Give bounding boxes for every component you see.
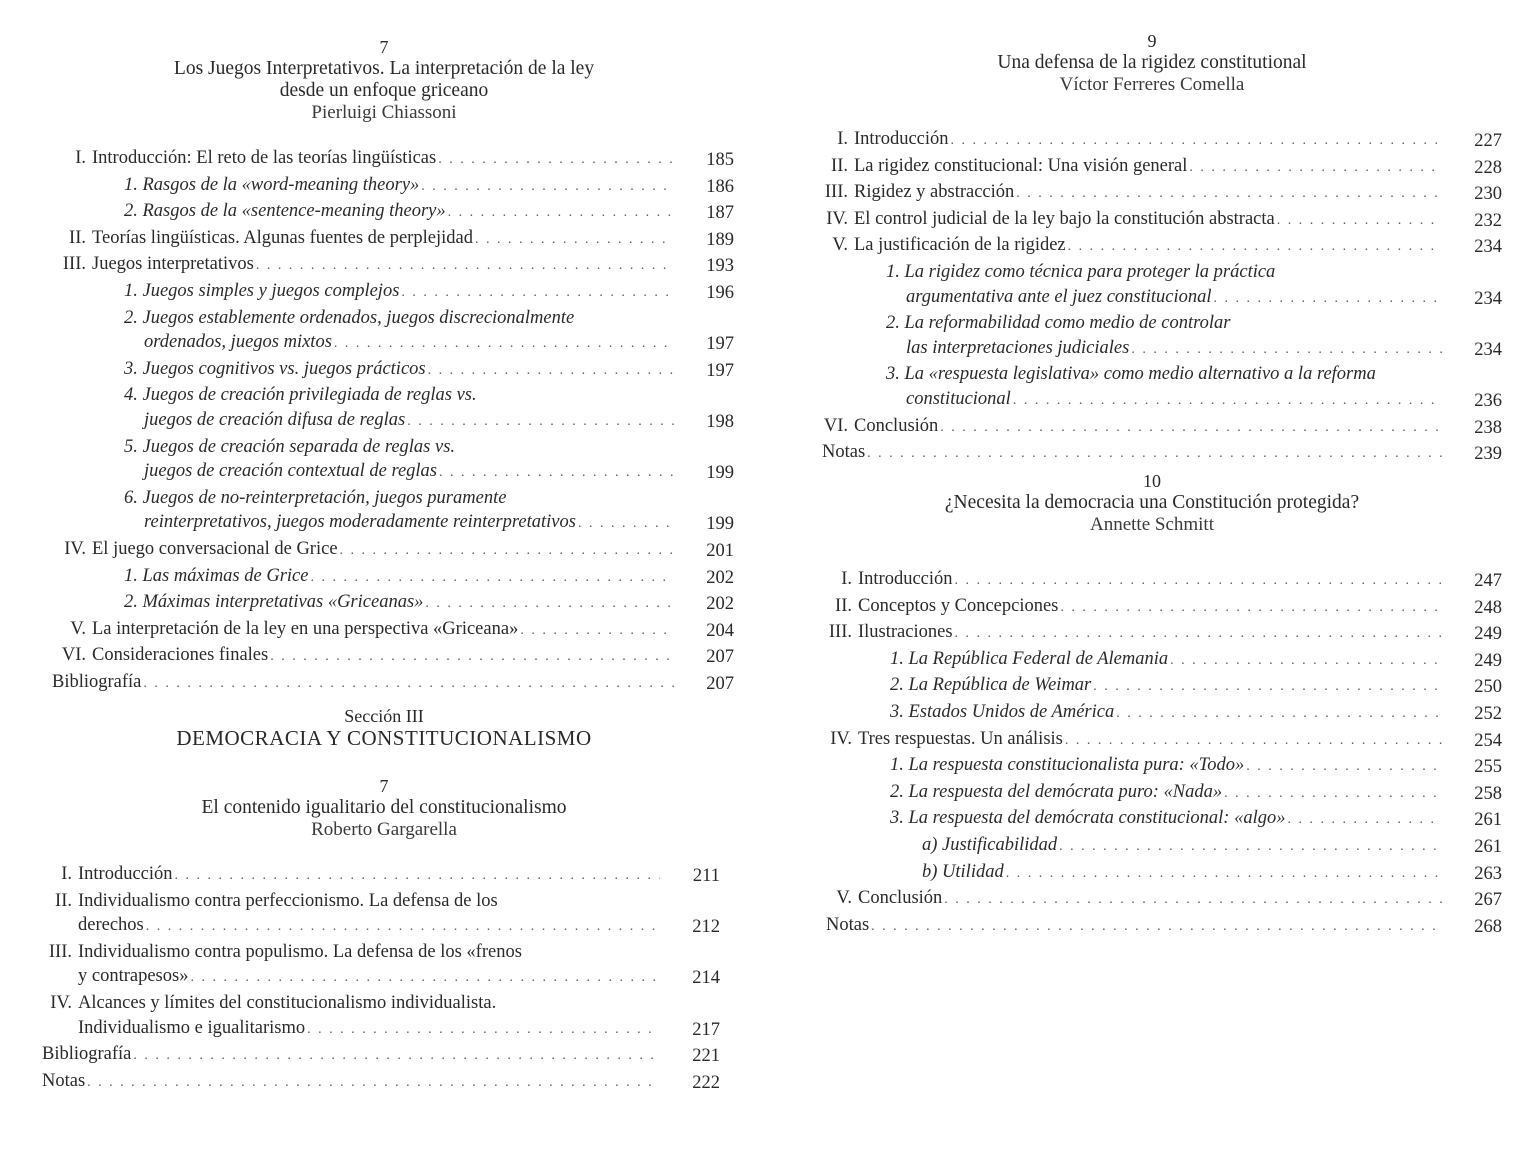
- chapter-author: Víctor Ferreres Comella: [1059, 74, 1245, 95]
- toc-entry-page: 261: [1474, 836, 1502, 857]
- toc-entry-page: 227: [1474, 131, 1502, 151]
- toc-entry: [42, 889, 720, 940]
- toc-entry-page: 187: [706, 203, 734, 224]
- toc-entry-title: La interpretación de la ley en una perspectiva «Griceana»: [92, 618, 519, 639]
- dot-leader: [190, 966, 660, 991]
- toc-entry: [52, 199, 734, 226]
- toc-entry: [826, 727, 1502, 754]
- toc-entry: [826, 700, 1502, 727]
- toc-entry-title: Juegos interpretativos: [92, 254, 254, 275]
- toc-entry-title: 4. Juegos de creación privilegiada de reglas vs.: [124, 385, 477, 406]
- toc-entry: [42, 862, 720, 889]
- toc-entry-title: Individualismo contra populismo. La defensa de los «frenos: [78, 941, 522, 962]
- dot-leader: [175, 864, 660, 889]
- toc-entry-title: 6. Juegos de no-reinterpretación, juegos puramente: [124, 487, 507, 508]
- toc-entry-title: Consideraciones finales: [92, 645, 269, 666]
- dot-leader: [407, 410, 674, 435]
- toc-entry-numeral: I.: [841, 569, 852, 589]
- dot-leader: [1246, 755, 1442, 780]
- dot-leader: [1224, 782, 1442, 807]
- toc-entry-page: 232: [1474, 210, 1502, 231]
- toc-entry-numeral: II.: [835, 595, 852, 616]
- toc-entry-title: 2. Juegos establemente ordenados, juegos discrecionalmente: [124, 307, 575, 328]
- section-title: DEMOCRACIA Y CONSTITUCIONALISMO: [176, 726, 592, 750]
- toc-entry-title: Bibliografía: [42, 1044, 132, 1065]
- toc-entry-title: Bibliografía: [52, 671, 142, 692]
- toc-chapter-7a: [52, 146, 734, 696]
- toc-entry: [826, 620, 1502, 647]
- toc-entry-title: 3. Juegos cognitivos vs. juegos prácticos: [124, 358, 426, 379]
- toc-entry-page: 207: [706, 673, 734, 694]
- toc-entry: [52, 486, 734, 537]
- toc-entry-title-cont: Individualismo e igualitarismo: [78, 1017, 306, 1038]
- toc-entry: [822, 440, 1502, 467]
- toc-entry-numeral: V.: [70, 618, 86, 639]
- toc-entry-title: Conclusión: [858, 888, 943, 909]
- section-label: Sección III: [344, 706, 424, 726]
- toc-entry-numeral: IV.: [64, 538, 86, 559]
- toc-entry: [42, 1042, 720, 1069]
- toc-entry-title: 2. La República de Weimar: [890, 675, 1092, 696]
- dot-leader: [438, 148, 674, 173]
- toc-entry-page: 230: [1474, 184, 1502, 205]
- dot-leader: [143, 672, 674, 697]
- toc-entry: [822, 260, 1502, 311]
- toc-entry-numeral: III.: [62, 254, 86, 275]
- toc-entry-page: 228: [1474, 157, 1502, 178]
- toc-entry-page: 250: [1474, 677, 1502, 698]
- toc-entry-title: Notas: [826, 914, 870, 935]
- toc-entry-numeral: I.: [75, 148, 86, 168]
- toc-entry-numeral: IV.: [830, 728, 852, 749]
- toc-entry-numeral: IV.: [826, 208, 848, 229]
- toc-entry: [52, 590, 734, 617]
- toc-entry-title: 3. La respuesta del demócrata constitucional: «algo»: [890, 808, 1286, 829]
- toc-entry: [52, 252, 734, 279]
- toc-entry-page: 197: [706, 360, 734, 381]
- toc-entry-page: 193: [706, 256, 734, 277]
- toc-entry: [42, 1069, 720, 1096]
- toc-entry: [52, 146, 734, 173]
- dot-leader: [307, 1018, 660, 1043]
- dot-leader: [1214, 287, 1442, 312]
- toc-entry-title: Individualismo contra perfeccionismo. La defensa de los: [78, 890, 498, 911]
- toc-entry: [52, 435, 734, 486]
- toc-entry-page: 221: [692, 1046, 720, 1067]
- toc-entry-page: 204: [706, 620, 734, 641]
- toc-entry-title-cont: reinterpretativos, juegos moderadamente reinterpretativos: [144, 512, 576, 533]
- toc-entry: [826, 833, 1502, 860]
- toc-entry-title-cont: ordenados, juegos mixtos: [144, 332, 332, 353]
- toc-entry-title: Alcances y límites del constitucionalismo individualista.: [78, 992, 497, 1013]
- toc-entry-page: 234: [1474, 339, 1502, 360]
- toc-entry-title-cont: argumentativa ante el juez constitucional: [906, 286, 1212, 307]
- dot-leader: [146, 915, 660, 940]
- toc-entry-numeral: III.: [48, 941, 72, 962]
- chapter-number: 9: [1147, 31, 1157, 51]
- toc-entry: [52, 357, 734, 384]
- dot-leader: [87, 1071, 660, 1096]
- toc-entry: [826, 860, 1502, 887]
- toc-entry: [826, 780, 1502, 807]
- toc-entry-title: Introducción: [78, 864, 173, 884]
- toc-entry-title: El control judicial de la ley bajo la constitución abstracta: [854, 208, 1275, 229]
- toc-entry-title: Rigidez y abstracción: [854, 182, 1015, 203]
- toc-entry-title-cont: juegos de creación contextual de reglas: [144, 461, 438, 482]
- toc-entry: [52, 537, 734, 564]
- dot-leader: [955, 569, 1442, 594]
- toc-entry-page: 234: [1474, 288, 1502, 309]
- dot-leader: [940, 416, 1442, 441]
- toc-entry-numeral: II.: [69, 227, 86, 248]
- toc-entry: [42, 940, 720, 991]
- dot-leader: [310, 566, 674, 591]
- dot-leader: [951, 129, 1442, 154]
- toc-entry: [52, 617, 734, 644]
- toc-entry-numeral: III.: [828, 622, 852, 643]
- toc-entry-title: Conclusión: [854, 415, 939, 436]
- toc-entry-title: 2. Rasgos de la «sentence-meaning theory»: [124, 201, 446, 222]
- toc-entry-numeral: IV.: [50, 992, 72, 1013]
- toc-entry-page: 197: [706, 334, 734, 355]
- toc-entry-numeral: I.: [61, 864, 72, 884]
- toc-entry: [822, 362, 1502, 413]
- toc-entry-page: 198: [706, 411, 734, 432]
- toc-entry: [826, 886, 1502, 913]
- toc-entry: [822, 233, 1502, 260]
- toc-entry-numeral: VI.: [61, 645, 86, 666]
- dot-leader: [520, 619, 674, 644]
- toc-entry-numeral: III.: [824, 182, 848, 203]
- section-heading: [0, 705, 768, 749]
- toc-entry-page: 222: [692, 1072, 720, 1093]
- toc-entry: [52, 643, 734, 670]
- dot-leader: [270, 645, 674, 670]
- toc-entry-title: 1. Juegos simples y juegos complejos: [124, 280, 400, 301]
- dot-leader: [425, 592, 674, 617]
- toc-entry-page: 238: [1474, 417, 1502, 438]
- toc-entry: [826, 594, 1502, 621]
- toc-entry-title: La justificación de la rigidez: [854, 235, 1066, 256]
- toc-entry: [52, 670, 734, 697]
- toc-entry-title: Introducción: [858, 569, 953, 589]
- toc-entry-page: 199: [706, 463, 734, 484]
- toc-entry-page: 254: [1474, 730, 1502, 751]
- toc-entry-title: Notas: [822, 442, 866, 463]
- chapter-author: Pierluigi Chiassoni: [311, 102, 457, 123]
- dot-leader: [133, 1044, 660, 1069]
- toc-entry-page: 252: [1474, 703, 1502, 724]
- chapter-7a-heading: [0, 36, 768, 124]
- toc-entry-title: b) Utilidad: [922, 861, 1004, 882]
- toc-entry: [826, 567, 1502, 594]
- toc-entry: [822, 127, 1502, 154]
- toc-entry-page: 199: [706, 514, 734, 535]
- toc-entry-page: 249: [1474, 624, 1502, 645]
- dot-leader: [1068, 235, 1442, 260]
- dot-leader: [1277, 209, 1442, 234]
- dot-leader: [1189, 156, 1442, 181]
- toc-entry-numeral: V.: [836, 888, 852, 909]
- toc-entry-title: Conceptos y Concepciones: [858, 595, 1059, 616]
- toc-entry-title-cont: juegos de creación difusa de reglas: [144, 409, 406, 430]
- chapter-author: Annette Schmitt: [1089, 514, 1214, 535]
- toc-entry-title: Teorías lingüísticas. Algunas fuentes de perplejidad: [92, 227, 473, 248]
- chapter-number: 10: [1143, 471, 1161, 491]
- toc-entry-page: 196: [706, 282, 734, 303]
- toc-entry-page: 247: [1474, 571, 1502, 591]
- toc-entry: [52, 279, 734, 306]
- toc-entry-title: Introducción: [854, 129, 949, 149]
- toc-entry-page: 236: [1474, 390, 1502, 411]
- toc-entry: [42, 991, 720, 1042]
- toc-entry-page: 211: [692, 866, 720, 886]
- toc-entry-page: 189: [706, 229, 734, 250]
- toc-entry-page: 255: [1474, 757, 1502, 778]
- toc-entry-numeral: I.: [837, 129, 848, 149]
- toc-entry-numeral: II.: [55, 890, 72, 911]
- toc-entry-page: 212: [692, 917, 720, 938]
- toc-entry-title: 2. La reformabilidad como medio de controlar: [886, 313, 1231, 334]
- dot-leader: [578, 512, 674, 537]
- toc-entry-title: Notas: [42, 1070, 86, 1091]
- toc-entry: [52, 226, 734, 253]
- chapter-number: 7: [379, 776, 389, 796]
- dot-leader: [1093, 675, 1442, 700]
- toc-entry-title: Ilustraciones: [858, 622, 953, 643]
- dot-leader: [421, 175, 674, 200]
- toc-entry: [822, 180, 1502, 207]
- dot-leader: [867, 442, 1442, 467]
- toc-chapter-9: [822, 127, 1502, 467]
- toc-chapter-7b: [42, 862, 720, 1095]
- chapter-title: Los Juegos Interpretativos. La interpretación de la ley: [173, 58, 595, 79]
- dot-leader: [1013, 389, 1442, 414]
- chapter-title: ¿Necesita la democracia una Constitución protegida?: [944, 492, 1360, 513]
- chapter-10-heading: [768, 470, 1536, 536]
- toc-entry: [822, 154, 1502, 181]
- toc-chapter-10: [826, 567, 1502, 939]
- toc-entry-page: 261: [1474, 810, 1502, 831]
- chapter-author: Roberto Gargarella: [311, 819, 457, 840]
- dot-leader: [1116, 702, 1442, 727]
- dot-leader: [340, 539, 674, 564]
- toc-entry: [826, 806, 1502, 833]
- dot-leader: [1170, 649, 1442, 674]
- toc-entry-page: 214: [692, 968, 720, 989]
- toc-entry-page: 202: [706, 594, 734, 615]
- toc-entry-title-cont: constitucional: [906, 388, 1011, 409]
- chapter-title-cont: desde un enfoque griceano: [279, 80, 489, 101]
- toc-entry-title: 3. Estados Unidos de América: [890, 701, 1115, 722]
- toc-entry-title: 2. Máximas interpretativas «Griceanas»: [124, 592, 424, 613]
- dot-leader: [256, 254, 674, 279]
- toc-entry-title-cont: derechos: [78, 915, 144, 936]
- toc-entry-title: a) Justificabilidad: [922, 834, 1058, 855]
- toc-entry-page: 267: [1474, 890, 1502, 911]
- toc-entry-title: 1. Rasgos de la «word-meaning theory»: [124, 174, 420, 195]
- toc-entry-title: El juego conversacional de Grice: [92, 538, 338, 559]
- toc-entry-title: La rigidez constitucional: Una visión general: [854, 155, 1188, 176]
- toc-entry-page: 217: [692, 1019, 720, 1040]
- dot-leader: [1131, 338, 1442, 363]
- toc-entry-page: 248: [1474, 597, 1502, 618]
- toc-entry-page: 234: [1474, 237, 1502, 258]
- toc-entry-title: 2. La respuesta del demócrata puro: «Nada»: [890, 781, 1223, 802]
- dot-leader: [439, 461, 674, 486]
- toc-entry-page: 185: [706, 150, 734, 170]
- toc-entry-page: 207: [706, 647, 734, 668]
- toc-entry-page: 201: [706, 540, 734, 561]
- toc-entry: [52, 173, 734, 200]
- toc-entry-page: 268: [1474, 916, 1502, 937]
- dot-leader: [955, 622, 1442, 647]
- dot-leader: [1065, 729, 1442, 754]
- dot-leader: [475, 228, 674, 253]
- dot-leader: [1287, 808, 1442, 833]
- toc-entry-page: 249: [1474, 650, 1502, 671]
- chapter-number: 7: [379, 37, 389, 57]
- toc-entry-title: Introducción: El reto de las teorías lingüísticas: [92, 148, 437, 168]
- dot-leader: [1059, 835, 1442, 860]
- toc-entry: [826, 753, 1502, 780]
- dot-leader: [1060, 596, 1442, 621]
- toc-entry-page: 239: [1474, 444, 1502, 465]
- toc-entry-page: 258: [1474, 783, 1502, 804]
- toc-entry: [826, 647, 1502, 674]
- toc-entry: [826, 673, 1502, 700]
- chapter-9-heading: [768, 30, 1536, 96]
- dot-leader: [334, 332, 674, 357]
- toc-entry: [52, 383, 734, 434]
- chapter-title: Una defensa de la rigidez constitutional: [997, 52, 1307, 73]
- toc-entry-title: Tres respuestas. Un análisis: [858, 728, 1063, 749]
- dot-leader: [428, 359, 674, 384]
- toc-entry: [822, 414, 1502, 441]
- dot-leader: [448, 201, 674, 226]
- toc-entry-title: 1. La respuesta constitucionalista pura: «Todo»: [890, 755, 1245, 776]
- toc-entry-page: 202: [706, 567, 734, 588]
- toc-entry: [52, 564, 734, 591]
- dot-leader: [401, 281, 674, 306]
- dot-leader: [871, 915, 1442, 940]
- dot-leader: [1006, 862, 1442, 887]
- toc-entry-numeral: II.: [831, 155, 848, 176]
- dot-leader: [1016, 182, 1442, 207]
- toc-entry-title: 1. Las máximas de Grice: [124, 565, 309, 586]
- toc-entry: [822, 311, 1502, 362]
- toc-entry-title-cont: y contrapesos»: [78, 966, 189, 987]
- toc-entry-numeral: V.: [832, 235, 848, 256]
- toc-entry-page: 263: [1474, 863, 1502, 884]
- toc-entry-title: 3. La «respuesta legislativa» como medio alternativo a la reforma: [886, 364, 1376, 385]
- chapter-title: El contenido igualitario del constitucionalismo: [201, 797, 567, 818]
- toc-entry-title: 1. La República Federal de Alemania: [890, 648, 1169, 669]
- toc-entry-title-cont: las interpretaciones judiciales: [906, 337, 1130, 358]
- dot-leader: [944, 888, 1442, 913]
- chapter-7b-heading: [0, 775, 768, 841]
- toc-entry: [826, 913, 1502, 940]
- toc-entry-numeral: VI.: [823, 415, 848, 436]
- toc-entry-title: 1. La rigidez como técnica para proteger la práctica: [886, 261, 1276, 282]
- toc-entry: [822, 207, 1502, 234]
- toc-entry-title: 5. Juegos de creación separada de reglas vs.: [124, 436, 456, 457]
- toc-entry: [52, 306, 734, 357]
- toc-entry-page: 186: [706, 176, 734, 197]
